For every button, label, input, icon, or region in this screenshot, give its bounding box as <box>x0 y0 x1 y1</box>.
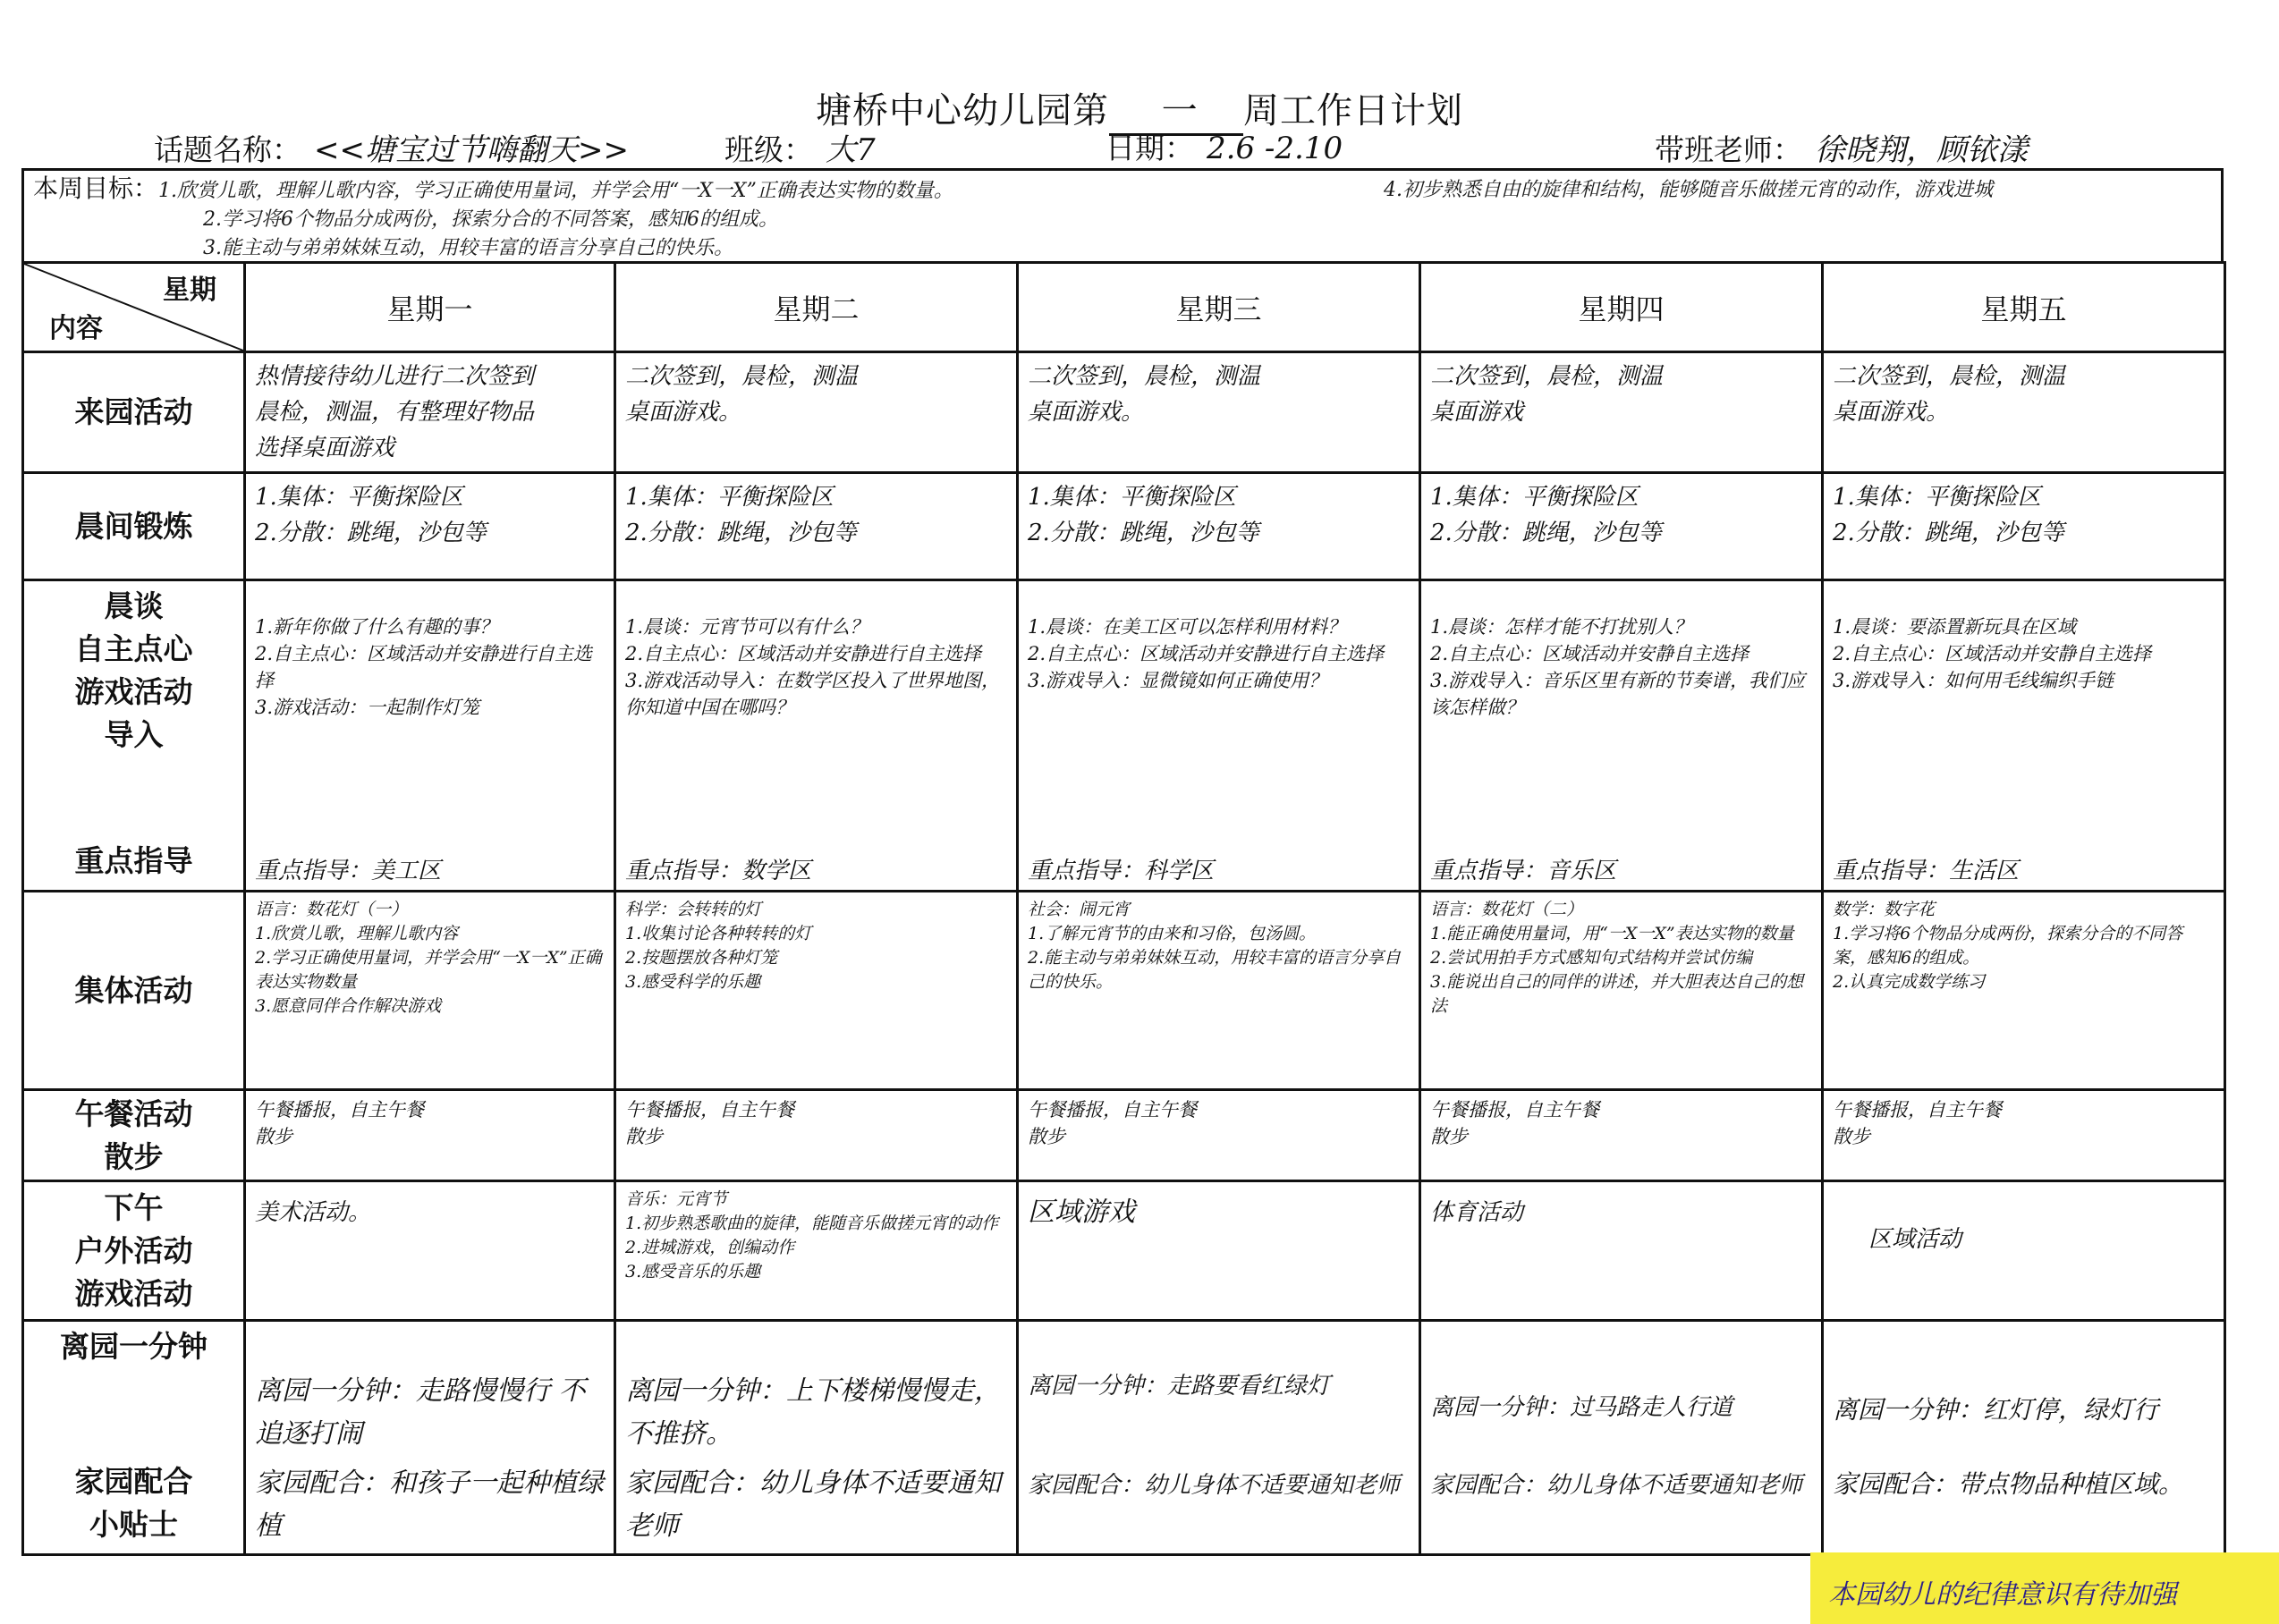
day-thursday: 星期四 <box>1420 263 1823 352</box>
row-label-group: 集体活动 <box>23 892 245 1090</box>
morning-thursday: 1.晨谈：怎样才能不打扰别人？ 2.自主点心：区域活动并安静自主选择 3.游戏导入：音乐区里有新的节奏谱，我们应该怎样做？ 重点指导：音乐区 <box>1420 580 1823 892</box>
arrival-thursday: 二次签到，晨检，测温 桌面游戏 <box>1420 352 1823 473</box>
lunch-friday: 午餐播报，自主午餐 散步 <box>1823 1090 2225 1181</box>
arrival-friday: 二次签到，晨检，测温 桌面游戏。 <box>1823 352 2225 473</box>
topic-meta: 话题名称： <<塘宝过节嗨翻天>> <box>154 132 629 168</box>
row-label-lunch: 午餐活动 散步 <box>23 1090 245 1181</box>
day-tuesday: 星期二 <box>615 263 1018 352</box>
exercise-row <box>23 473 2225 580</box>
goal-2: 2.学习将6个物品分成两份，探索分合的不同答案，感知6的组成。 <box>203 208 778 231</box>
row-label-afternoon: 下午 户外活动 游戏活动 <box>23 1181 245 1321</box>
arrival-wednesday: 二次签到，晨检，测温 桌面游戏。 <box>1018 352 1420 473</box>
afternoon-thursday: 体育活动 <box>1420 1181 1823 1321</box>
home-tip-friday: 家园配合：带点物品种植区域。 <box>1833 1469 2184 1499</box>
row-label-morning: 晨谈 自主点心 游戏活动 导入 重点指导 <box>23 580 245 892</box>
morning-wednesday: 1.晨谈：在美工区可以怎样利用材料？ 2.自主点心：区域活动并安静进行自主选择 3.游戏导入：显微镜如何正确使用？ 重点指导：科学区 <box>1018 580 1420 892</box>
exercise-thursday: 1.集体：平衡探险区 2.分散：跳绳，沙包等 <box>1420 473 1823 580</box>
teacher-value: 徐晓翔，顾铱漾 <box>1815 132 2028 168</box>
home-tip-thursday: 家园配合：幼儿身体不适要通知老师 <box>1430 1472 1803 1499</box>
exercise-friday: 1.集体：平衡探险区 2.分散：跳绳，沙包等 <box>1823 473 2225 580</box>
home-tip-tuesday: 家园配合：幼儿身体不适要通知老师 <box>625 1468 1001 1542</box>
focus-label: 重点指导 <box>74 843 193 878</box>
lunch-thursday: 午餐播报，自主午餐 散步 <box>1420 1090 1823 1181</box>
date-meta: 日期： 2.6 -2.10 <box>1106 131 1343 166</box>
teacher-meta: 带班老师： 徐晓翔，顾铱漾 <box>1655 132 2028 168</box>
morning-tuesday: 1.晨谈：元宵节可以有什么？ 2.自主点心：区域活动并安静进行自主选择 3.游戏活动导入：在数学区投入了世界地图，你知道中国在哪吗？ 重点指导：数学区 <box>615 580 1018 892</box>
row-label-leaving <box>23 1321 245 1555</box>
group-thursday: 语言：数花灯（二） 1.能正确使用量词，用“一X一X”表达实物的数量 2.尝试用拍手方式感知句式结构并尝试仿编 3.能说出自己的同伴的讲述，并大胆表达自己的想法 <box>1420 892 1823 1090</box>
day-friday: 星期五 <box>1823 263 2225 352</box>
morning-friday: 1.晨谈：要添置新玩具在区域 2.自主点心：区域活动并安静自主选择 3.游戏导入：如何用毛线编织手链 重点指导：生活区 <box>1823 580 2225 892</box>
weekly-goals <box>21 168 2224 261</box>
arrival-tuesday: 二次签到，晨检，测温 桌面游戏。 <box>615 352 1018 473</box>
focus-friday: 重点指导：生活区 <box>1833 858 2020 884</box>
day-wednesday: 星期三 <box>1018 263 1420 352</box>
goal-4: 4.初步熟悉自由的旋律和结构，能够随音乐做搓元宵的动作，游戏进城 <box>1384 179 1993 201</box>
class-meta: 班级： 大7 <box>724 132 876 168</box>
goal-1: 1.欣赏儿歌，理解儿歌内容，学习正确使用量词，并学会用“一X一X”正确表达实物的数量。 <box>158 180 953 202</box>
leaving-friday: 离园一分钟：红灯停，绿灯行 家园配合：带点物品种植区域。 <box>1823 1321 2225 1555</box>
leaving-monday: 离园一分钟：走路慢慢行 不追逐打闹 家园配合：和孩子一起种植绿植 <box>245 1321 615 1555</box>
group-monday: 语言：数花灯（一） 1.欣赏儿歌，理解儿歌内容 2.学习正确使用量词，并学会用“一X一X”正确表达实物数量 3.愿意同伴合作解决游戏 <box>245 892 615 1090</box>
topic-value: <<塘宝过节嗨翻天>> <box>314 132 629 168</box>
group-friday: 数学：数字花 1.学习将6个物品分成两份，探索分合的不同答案，感知6的组成。 2.认真完成数学练习 <box>1823 892 2225 1090</box>
leaving-thursday: 离园一分钟：过马路走人行道 家园配合：幼儿身体不适要通知老师 <box>1420 1321 1823 1555</box>
afternoon-monday: 美术活动。 <box>245 1181 615 1321</box>
group-wednesday: 社会：闹元宵 1.了解元宵节的由来和习俗，包汤圆。 2.能主动与弟弟妹妹互动，用较丰富的语言分享自己的快乐。 <box>1018 892 1420 1090</box>
goal-3: 3.能主动与弟弟妹妹互动，用较丰富的语言分享自己的快乐。 <box>203 237 733 259</box>
morning-row <box>23 580 2225 892</box>
home-tips-label: 家园配合 小贴士 <box>74 1464 193 1542</box>
exercise-wednesday: 1.集体：平衡探险区 2.分散：跳绳，沙包等 <box>1018 473 1420 580</box>
focus-thursday: 重点指导：音乐区 <box>1430 858 1617 884</box>
home-tip-monday: 家园配合：和孩子一起种植绿植 <box>255 1468 604 1542</box>
lunch-monday: 午餐播报，自主午餐 散步 <box>245 1090 615 1181</box>
focus-monday: 重点指导：美工区 <box>255 858 442 884</box>
lunch-row <box>23 1090 2225 1181</box>
yellow-note: 本园幼儿的纪律意识有待加强 <box>1810 1552 2279 1624</box>
class-value: 大7 <box>826 132 876 168</box>
exercise-tuesday: 1.集体：平衡探险区 2.分散：跳绳，沙包等 <box>615 473 1018 580</box>
exercise-monday: 1.集体：平衡探险区 2.分散：跳绳，沙包等 <box>245 473 615 580</box>
afternoon-tuesday: 音乐：元宵节 1.初步熟悉歌曲的旋律，能随音乐做搓元宵的动作 2.进城游戏，创编动作 3.感受音乐的乐趣 <box>615 1181 1018 1321</box>
corner-header: 星期 内容 <box>23 263 245 352</box>
group-tuesday: 科学：会转转的灯 1.收集讨论各种转转的灯 2.按题摆放各种灯笼 3.感受科学的乐趣 <box>615 892 1018 1090</box>
afternoon-friday: 区域活动 <box>1823 1181 2225 1321</box>
focus-wednesday: 重点指导：科学区 <box>1028 858 1215 884</box>
group-row <box>23 892 2225 1090</box>
leaving-row <box>23 1321 2225 1555</box>
afternoon-wednesday: 区域游戏 <box>1018 1181 1420 1321</box>
day-monday: 星期一 <box>245 263 615 352</box>
goals-label: 本周目标： <box>33 174 159 203</box>
row-label-exercise: 晨间锻炼 <box>23 473 245 580</box>
leaving-tuesday: 离园一分钟：上下楼梯慢慢走，不推挤。 家园配合：幼儿身体不适要通知老师 <box>615 1321 1018 1555</box>
morning-monday: 1.新年你做了什么有趣的事？ 2.自主点心：区域活动并安静进行自主选择 3.游戏活动：一起制作灯笼 重点指导：美工区 <box>245 580 615 892</box>
arrival-row <box>23 352 2225 473</box>
daily-plan-table <box>21 261 2226 1556</box>
row-label-arrival: 来园活动 <box>23 352 245 473</box>
leaving-wednesday: 离园一分钟：走路要看红绿灯 家园配合：幼儿身体不适要通知老师 <box>1018 1321 1420 1555</box>
week-number: 一 <box>1109 82 1243 136</box>
lunch-wednesday: 午餐播报，自主午餐 散步 <box>1018 1090 1420 1181</box>
focus-tuesday: 重点指导：数学区 <box>625 858 812 884</box>
page-title: 塘桥中心幼儿园第 一 周工作日计划 <box>0 82 2279 136</box>
date-value: 2.6 -2.10 <box>1207 131 1343 166</box>
lunch-tuesday: 午餐播报，自主午餐 散步 <box>615 1090 1018 1181</box>
leaving-label: 离园一分钟 <box>60 1329 208 1364</box>
home-tip-wednesday: 家园配合：幼儿身体不适要通知老师 <box>1028 1472 1401 1499</box>
afternoon-row <box>23 1181 2225 1321</box>
arrival-monday: 热情接待幼儿进行二次签到 晨检，测温，有整理好物品 选择桌面游戏 <box>245 352 615 473</box>
header-row <box>23 263 2225 352</box>
